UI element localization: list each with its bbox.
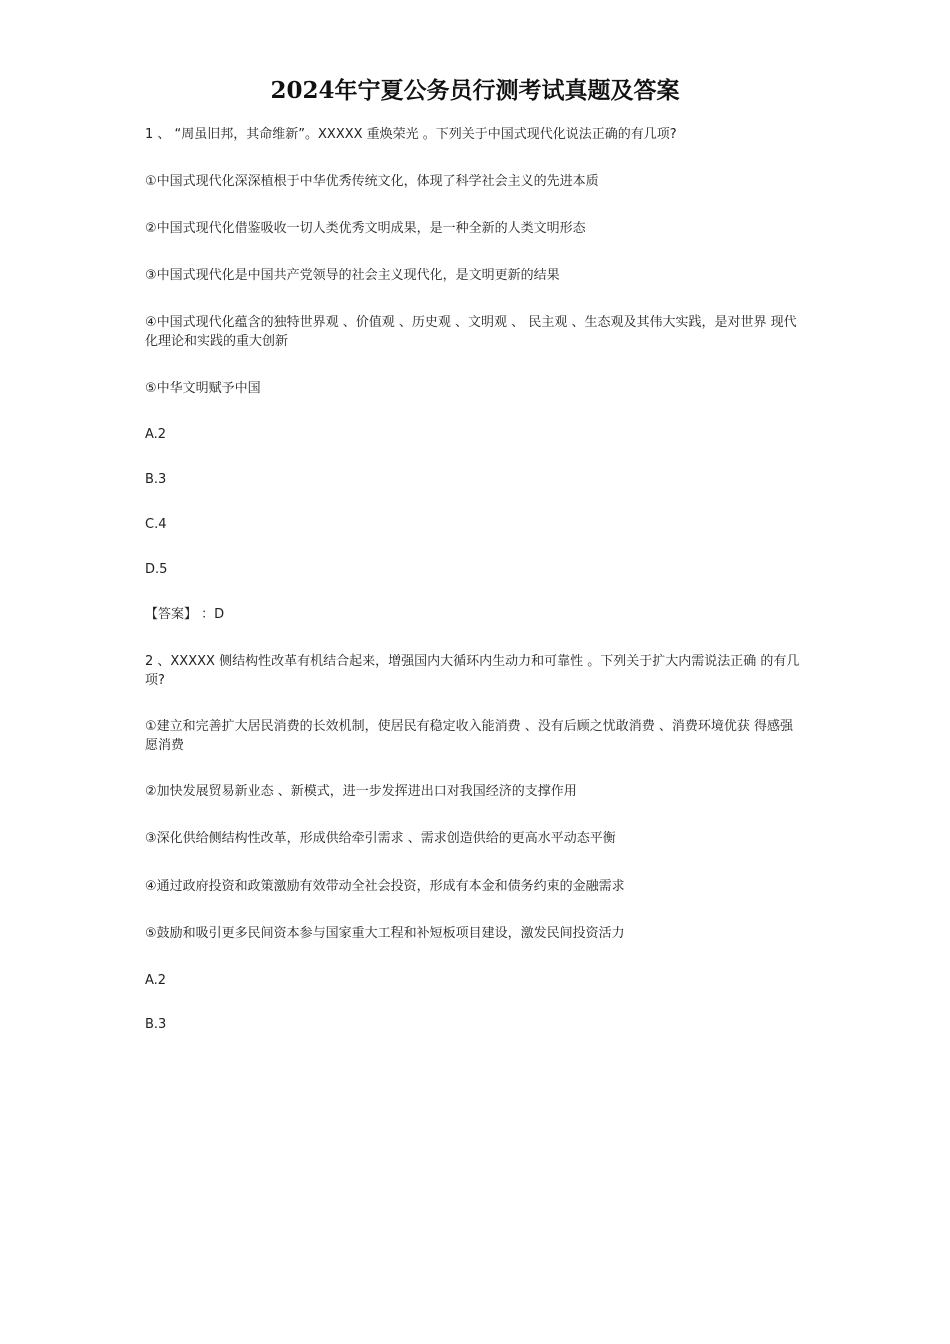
- q1-item-3: ③中国式现代化是中国共产党领导的社会主义现代化，是文明更新的结果: [145, 268, 560, 283]
- q2-item-4: ④通过政府投资和政策激励有效带动全社会投资，形成有本金和债务约束的金融需求: [145, 879, 625, 894]
- q2-item-3: ③深化供给侧结构性改革，形成供给牵引需求 、需求创造供给的更高水平动态平衡: [145, 831, 616, 846]
- q1-item-1: ①中国式现代化深深植根于中华优秀传统文化，体现了科学社会主义的先进本质: [145, 174, 599, 189]
- q1-item-2: ②中国式现代化借鉴吸收一切人类优秀文明成果，是一种全新的人类文明形态: [145, 221, 586, 236]
- q1-stem: 1 、 “周虽旧邦，其命维新”。XXXXX 重焕荣光 。下列关于中国式现代化说法正确的有几项?: [145, 127, 677, 142]
- q2-item-5: ⑤鼓励和吸引更多民间资本参与国家重大工程和补短板项目建设，激发民间投资活力: [145, 926, 625, 941]
- q1-answer: 【答案】 ：D: [145, 607, 225, 622]
- q2-item-2: ②加快发展贸易新业态 、新模式，进一步发挥进出口对我国经济的支撑作用: [145, 784, 577, 799]
- q1-option-a: A.2: [145, 427, 167, 442]
- q2-stem: 2 、XXXXX 侧结构性改革有机结合起来，增强国内大循环内生动力和可靠性 。下列关于扩大内需说法正确 的有几项?: [145, 654, 800, 688]
- q1-option-d: D.5: [145, 562, 168, 577]
- q2-item-1: ①建立和完善扩大居民消费的长效机制，使居民有稳定收入能消费 、没有后顾之忧敢消费 、消费环境优获 得感强愿消费: [145, 719, 794, 753]
- q1-option-b: B.3: [145, 472, 167, 487]
- q2-option-b: B.3: [145, 1017, 167, 1032]
- q1-option-c: C.4: [145, 517, 167, 532]
- document-title: 2024年宁夏公务员行测考试真题及答案: [270, 77, 680, 104]
- q1-item-5: ⑤中华文明赋予中国: [145, 381, 261, 396]
- q2-option-a: A.2: [145, 973, 167, 988]
- q1-item-4: ④中国式现代化蕴含的独特世界观 、价值观 、历史观 、文明观 、 民主观 、生态观及其伟大实践，是对世界 现代化理论和实践的重大创新: [145, 315, 797, 349]
